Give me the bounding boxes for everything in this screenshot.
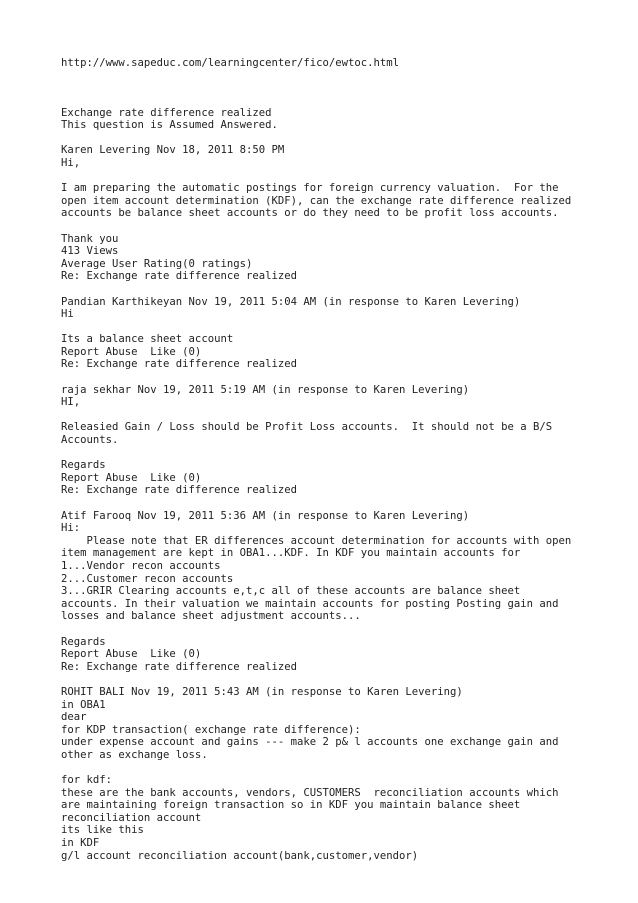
- reply-label: Re: Exchange rate difference realized: [61, 484, 297, 497]
- reply-label: Re: Exchange rate difference realized: [61, 358, 297, 371]
- reply-line: 3...GRIR Clearing accounts e,t,c all of these accounts are balance sheet: [61, 585, 521, 598]
- reply-line: for kdf:: [61, 774, 113, 787]
- reply-line: under expense account and gains --- make 2 p& l accounts one exchange gain and: [61, 736, 559, 749]
- question-title: Exchange rate difference realized: [61, 106, 272, 119]
- reply-line: Releasied Gain / Loss should be Profit Loss accounts. It should not be a B/S: [61, 421, 553, 434]
- reply-line: in KDF: [61, 837, 100, 850]
- reply-author-line: raja sekhar Nov 19, 2011 5:19 AM (in response to Karen Levering): [61, 383, 470, 396]
- question-status: This question is Assumed Answered.: [61, 119, 278, 132]
- reply-line: item management are kept in OBA1...KDF. In KDF you maintain accounts for: [61, 547, 521, 560]
- question-views: 413 Views: [61, 245, 119, 258]
- question-closing: Thank you: [61, 232, 119, 245]
- reply-line: its like this: [61, 824, 144, 837]
- reply-label: Re: Exchange rate difference realized: [61, 270, 297, 283]
- source-url: http://www.sapeduc.com/learningcenter/fico/ewtoc.html: [61, 57, 400, 69]
- reply-line: 2...Customer recon accounts: [61, 572, 234, 585]
- reply-line: losses and balance sheet adjustment accounts...: [61, 610, 361, 623]
- reply-line: Hi: [61, 308, 74, 321]
- reply-author-line: ROHIT BALI Nov 19, 2011 5:43 AM (in response to Karen Levering): [61, 685, 463, 698]
- question-body-line: I am preparing the automatic postings for foreign currency valuation. For the: [61, 182, 559, 195]
- reply-actions: Report Abuse Like (0): [61, 345, 202, 358]
- question-body-line: accounts be balance sheet accounts or do they need to be profit loss accounts.: [61, 207, 559, 220]
- reply-line: these are the bank accounts, vendors, CUSTOMERS reconciliation accounts which: [61, 786, 559, 799]
- reply-line: in OBA1: [61, 698, 106, 711]
- question-greeting: Hi,: [61, 156, 81, 169]
- document-page: [61, 57, 631, 862]
- reply-line: [61, 623, 631, 636]
- reply-line: g/l account reconciliation account(bank,customer,vendor): [61, 849, 419, 862]
- reply-line: Hi:: [61, 522, 81, 535]
- reply-line: HI,: [61, 396, 81, 409]
- reply-line: dear: [61, 711, 87, 724]
- reply-line: [61, 321, 631, 334]
- question-author-line: Karen Levering Nov 18, 2011 8:50 PM: [61, 144, 285, 157]
- reply-author-line: Atif Farooq Nov 19, 2011 5:36 AM (in response to Karen Levering): [61, 509, 470, 522]
- reply-line: Regards: [61, 459, 106, 472]
- reply-actions: Report Abuse Like (0): [61, 648, 202, 661]
- reply-line: Regards: [61, 635, 106, 648]
- reply-actions: Report Abuse Like (0): [61, 471, 202, 484]
- reply-line: [61, 761, 631, 774]
- reply-line: [61, 409, 631, 422]
- reply-line: Please note that ER differences account determination for accounts with open: [61, 534, 572, 547]
- reply-author-line: Pandian Karthikeyan Nov 19, 2011 5:04 AM (in response to Karen Levering): [61, 295, 521, 308]
- reply-line: are maintaining foreign transaction so in KDF you maintain balance sheet: [61, 799, 521, 812]
- reply-line: other as exchange loss.: [61, 748, 208, 761]
- reply-line: 1...Vendor recon accounts: [61, 559, 221, 572]
- question-body-line: open item account determination (KDF), can the exchange rate difference realized: [61, 194, 572, 207]
- reply-line: reconciliation account: [61, 811, 202, 824]
- reply-label: Re: Exchange rate difference realized: [61, 660, 297, 673]
- reply-line: for KDP transaction( exchange rate difference):: [61, 723, 361, 736]
- reply-line: accounts. In their valuation we maintain accounts for posting Posting gain and: [61, 597, 559, 610]
- reply-line: Its a balance sheet account: [61, 333, 234, 346]
- reply-line: Accounts.: [61, 434, 119, 447]
- reply-line: [61, 447, 631, 460]
- question-rating: Average User Rating(0 ratings): [61, 257, 253, 270]
